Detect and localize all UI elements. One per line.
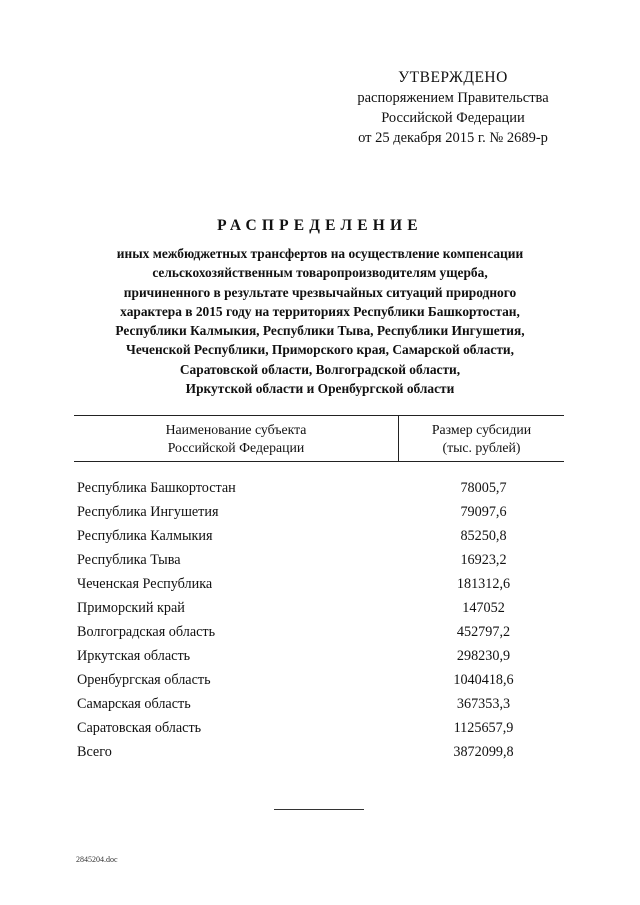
row-name: Республика Башкортостан [77, 480, 236, 496]
row-value: 78005,7 [460, 480, 507, 496]
row-value: 3872099,8 [453, 744, 514, 760]
header-amount-line-1: Размер субсидии [431, 422, 532, 437]
row-value: 16923,2 [460, 552, 507, 568]
table-row [74, 692, 564, 716]
approval-stamp [320, 68, 586, 148]
approval-line-1: распоряжением Правительства [357, 90, 549, 106]
row-name: Волгоградская область [77, 624, 216, 640]
title-main: РАСПРЕДЕЛЕНИЕ [217, 217, 423, 234]
end-divider [274, 809, 364, 810]
subsidy-table [74, 415, 564, 764]
table-row [74, 596, 564, 620]
title-line: характера в 2015 году на территориях Республики Башкортостан, [120, 303, 520, 319]
row-value: 367353,3 [456, 696, 511, 712]
row-value: 147052 [462, 600, 505, 616]
table-row [74, 572, 564, 596]
table-row [74, 620, 564, 644]
table-row-total [74, 740, 564, 764]
row-value: 1040418,6 [453, 672, 514, 688]
row-name: Саратовская область [77, 720, 202, 736]
table-row [74, 644, 564, 668]
header-subject-name [74, 416, 398, 461]
row-value: 181312,6 [456, 576, 511, 592]
table-row [74, 548, 564, 572]
row-name: Приморский край [77, 600, 185, 616]
header-subsidy-amount [398, 416, 564, 461]
title-line: Республики Калмыкия, Республики Тыва, Республики Ингушетия, [115, 323, 525, 339]
row-name: Оренбургская область [77, 672, 211, 688]
table-row [74, 500, 564, 524]
row-name: Республика Тыва [77, 552, 181, 568]
row-name: Чеченская Республика [77, 576, 213, 592]
title-line: сельскохозяйственным товаропроизводителям ущерба, [152, 265, 488, 281]
table-header [74, 415, 564, 462]
title-subtitle [64, 244, 576, 398]
row-value: 85250,8 [460, 528, 507, 544]
table-row [74, 476, 564, 500]
row-value: 1125657,9 [453, 720, 514, 736]
row-name: Всего [77, 744, 112, 760]
row-value: 298230,9 [456, 648, 511, 664]
row-name: Республика Ингушетия [77, 504, 219, 520]
row-value: 79097,6 [460, 504, 507, 520]
document-id: 2845204.doc [76, 855, 118, 864]
row-name: Республика Калмыкия [77, 528, 213, 544]
row-name: Самарская область [77, 696, 191, 712]
title-line: причиненного в результате чрезвычайных ситуаций природного [123, 284, 517, 300]
row-value: 452797,2 [456, 624, 511, 640]
header-subject-line-2: Российской Федерации [167, 440, 305, 455]
approval-heading: УТВЕРЖДЕНО [398, 69, 508, 86]
title-line: Иркутской области и Оренбургской области [185, 381, 455, 397]
table-row [74, 716, 564, 740]
header-subject-line-1: Наименование субъекта [165, 422, 307, 437]
header-amount-line-2: (тыс. рублей) [442, 440, 521, 455]
title-line: иных межбюджетных трансфертов на осуществление компенсации [116, 246, 524, 261]
approval-line-2: Российской Федерации [381, 110, 525, 126]
approval-line-3: от 25 декабря 2015 г. № 2689-р [358, 130, 548, 146]
table-row [74, 524, 564, 548]
row-name: Иркутская область [77, 648, 191, 664]
title-line: Чеченской Республики, Приморского края, Самарской области, [126, 342, 514, 358]
document-title [64, 217, 576, 398]
title-line: Саратовской области, Волгоградской области, [179, 361, 461, 377]
table-body [74, 476, 564, 764]
table-row [74, 668, 564, 692]
